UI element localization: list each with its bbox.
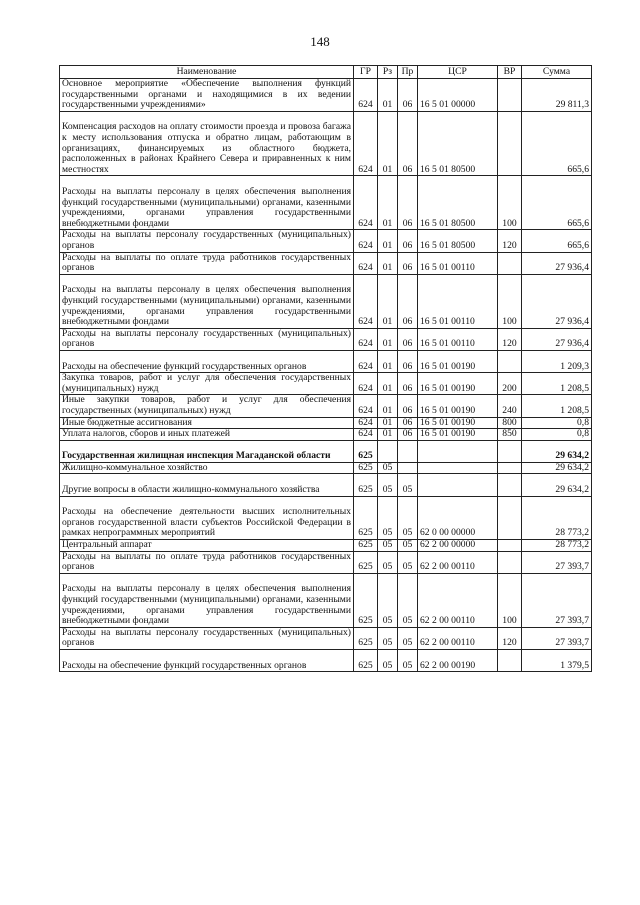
cell-vr: [498, 474, 522, 496]
table-row: [60, 252, 592, 274]
cell-gr: 624: [354, 230, 378, 252]
cell-csr: 16 5 01 00000: [418, 79, 498, 112]
table-row: [60, 650, 592, 672]
cell-csr: 16 5 01 00190: [418, 429, 498, 441]
table-row: [60, 230, 592, 252]
cell-gr: 625: [354, 650, 378, 672]
cell-rz: 01: [378, 79, 398, 112]
table-row: [60, 573, 592, 627]
cell-pr: 06: [398, 395, 418, 417]
cell-gr: 624: [354, 111, 378, 176]
cell-pr: 06: [398, 111, 418, 176]
cell-vr: [498, 350, 522, 372]
cell-sum: 28 773,2: [522, 496, 592, 539]
cell-pr: 06: [398, 176, 418, 230]
cell-pr: 06: [398, 417, 418, 429]
cell-gr: 624: [354, 328, 378, 350]
cell-sum: 27 393,7: [522, 551, 592, 573]
cell-sum: 0,8: [522, 429, 592, 441]
cell-vr: 100: [498, 176, 522, 230]
cell-csr: 16 5 01 00190: [418, 395, 498, 417]
header-vr: ВР: [498, 66, 522, 79]
cell-sum: 29 634,2: [522, 462, 592, 474]
cell-name: Расходы на обеспечение функций государственных органов: [60, 650, 354, 672]
cell-sum: 27 393,7: [522, 573, 592, 627]
table-row: [60, 328, 592, 350]
cell-rz: 01: [378, 328, 398, 350]
cell-csr: 16 5 01 00110: [418, 274, 498, 328]
cell-vr: [498, 252, 522, 274]
cell-vr: 100: [498, 274, 522, 328]
cell-pr: 05: [398, 474, 418, 496]
cell-rz: 01: [378, 274, 398, 328]
cell-rz: 05: [378, 462, 398, 474]
cell-vr: 120: [498, 627, 522, 649]
cell-vr: [498, 650, 522, 672]
cell-pr: 05: [398, 496, 418, 539]
table-row: [60, 496, 592, 539]
cell-name: Расходы на обеспечение деятельности высших исполнительных органов государственной власти субъектов Российской Федерации в рамках непрограммных мероприятий: [60, 496, 354, 539]
cell-sum: 1 209,3: [522, 350, 592, 372]
cell-sum: 29 634,2: [522, 474, 592, 496]
cell-gr: 624: [354, 429, 378, 441]
cell-gr: 624: [354, 79, 378, 112]
table-row: [60, 474, 592, 496]
cell-vr: 800: [498, 417, 522, 429]
cell-gr: 624: [354, 373, 378, 395]
cell-rz: 05: [378, 474, 398, 496]
cell-csr: 16 5 01 80500: [418, 111, 498, 176]
cell-vr: 100: [498, 573, 522, 627]
cell-name: Расходы на выплаты персоналу в целях обеспечения выполнения функций государственными (муниципальными) органами, казенными учреждениями, органами управления государственными внебюджетными фондами: [60, 274, 354, 328]
cell-pr: 05: [398, 650, 418, 672]
header-pr: Пр: [398, 66, 418, 79]
cell-sum: 1 208,5: [522, 373, 592, 395]
header-name: Наименование: [60, 66, 354, 79]
table-row: [60, 429, 592, 441]
cell-rz: 01: [378, 395, 398, 417]
table-row: [60, 462, 592, 474]
cell-gr: 625: [354, 462, 378, 474]
cell-sum: 0,8: [522, 417, 592, 429]
table-row: [60, 176, 592, 230]
header-csr: ЦСР: [418, 66, 498, 79]
cell-csr: 16 5 01 80500: [418, 230, 498, 252]
budget-table: [59, 65, 592, 672]
cell-pr: 05: [398, 573, 418, 627]
table-row: [60, 440, 592, 462]
cell-pr: 06: [398, 328, 418, 350]
cell-pr: 06: [398, 373, 418, 395]
cell-sum: 1 379,5: [522, 650, 592, 672]
cell-rz: 05: [378, 573, 398, 627]
cell-name: Расходы на выплаты персоналу в целях обеспечения выполнения функций государственными (муниципальными) органами, казенными учреждениями, органами управления государственными внебюджетными фондами: [60, 176, 354, 230]
table-row: [60, 417, 592, 429]
cell-rz: 05: [378, 650, 398, 672]
cell-name: Иные закупки товаров, работ и услуг для обеспечения государственных (муниципальных) нужд: [60, 395, 354, 417]
cell-vr: 850: [498, 429, 522, 441]
cell-gr: 624: [354, 252, 378, 274]
cell-vr: 200: [498, 373, 522, 395]
header-rz: Рз: [378, 66, 398, 79]
cell-sum: 27 936,4: [522, 252, 592, 274]
table-header-row: [60, 66, 592, 79]
cell-gr: 625: [354, 627, 378, 649]
cell-sum: 665,6: [522, 176, 592, 230]
cell-csr: 16 5 01 00110: [418, 328, 498, 350]
cell-csr: 62 2 00 00110: [418, 551, 498, 573]
table-row: [60, 373, 592, 395]
cell-rz: 01: [378, 429, 398, 441]
cell-name: Расходы на обеспечение функций государственных органов: [60, 350, 354, 372]
page-number: 148: [310, 34, 330, 49]
cell-name: Центральный аппарат: [60, 540, 354, 552]
cell-vr: [498, 79, 522, 112]
cell-pr: 06: [398, 429, 418, 441]
table-row: [60, 551, 592, 573]
cell-rz: 01: [378, 350, 398, 372]
cell-name: Расходы на выплаты персоналу государственных (муниципальных) органов: [60, 230, 354, 252]
cell-csr: [418, 440, 498, 462]
cell-name: Расходы на выплаты по оплате труда работников государственных органов: [60, 252, 354, 274]
cell-gr: 624: [354, 417, 378, 429]
table-row: [60, 395, 592, 417]
cell-pr: 06: [398, 230, 418, 252]
cell-vr: [498, 551, 522, 573]
cell-csr: 62 0 00 00000: [418, 496, 498, 539]
header-sum: Сумма: [522, 66, 592, 79]
cell-rz: [378, 440, 398, 462]
cell-csr: 16 5 01 80500: [418, 176, 498, 230]
cell-gr: 625: [354, 474, 378, 496]
cell-pr: 06: [398, 252, 418, 274]
cell-sum: 27 936,4: [522, 274, 592, 328]
table-row: [60, 540, 592, 552]
cell-pr: 05: [398, 540, 418, 552]
cell-csr: 16 5 01 00190: [418, 373, 498, 395]
cell-sum: 665,6: [522, 230, 592, 252]
cell-pr: 05: [398, 551, 418, 573]
cell-rz: 01: [378, 252, 398, 274]
cell-sum: 27 936,4: [522, 328, 592, 350]
cell-name: Другие вопросы в области жилищно-коммунального хозяйства: [60, 474, 354, 496]
cell-rz: 05: [378, 496, 398, 539]
cell-vr: [498, 496, 522, 539]
cell-vr: [498, 440, 522, 462]
cell-csr: 16 5 01 00110: [418, 252, 498, 274]
cell-csr: 62 2 00 00000: [418, 540, 498, 552]
cell-pr: [398, 462, 418, 474]
cell-vr: [498, 111, 522, 176]
cell-vr: 240: [498, 395, 522, 417]
table-row: [60, 627, 592, 649]
cell-vr: 120: [498, 328, 522, 350]
cell-sum: 29 634,2: [522, 440, 592, 462]
table-row: [60, 274, 592, 328]
cell-csr: 62 2 00 00110: [418, 627, 498, 649]
cell-name: Расходы на выплаты персоналу государственных (муниципальных) органов: [60, 627, 354, 649]
cell-gr: 624: [354, 395, 378, 417]
cell-rz: 01: [378, 373, 398, 395]
cell-sum: 1 208,5: [522, 395, 592, 417]
cell-gr: 624: [354, 274, 378, 328]
cell-name: Основное мероприятие «Обеспечение выполнения функций государственными органами и находящимися в их ведении государственными учреждениями»: [60, 79, 354, 112]
cell-csr: 62 2 00 00110: [418, 573, 498, 627]
cell-name: Жилищно-коммунальное хозяйство: [60, 462, 354, 474]
cell-sum: 665,6: [522, 111, 592, 176]
cell-vr: 120: [498, 230, 522, 252]
cell-csr: [418, 462, 498, 474]
cell-rz: 01: [378, 417, 398, 429]
cell-csr: 16 5 01 00190: [418, 350, 498, 372]
cell-rz: 05: [378, 540, 398, 552]
cell-rz: 05: [378, 551, 398, 573]
cell-name: Расходы на выплаты персоналу государственных (муниципальных) органов: [60, 328, 354, 350]
cell-gr: 625: [354, 573, 378, 627]
header-gr: ГР: [354, 66, 378, 79]
cell-gr: 624: [354, 350, 378, 372]
cell-pr: 05: [398, 627, 418, 649]
table-row: [60, 350, 592, 372]
cell-name: Закупка товаров, работ и услуг для обеспечения государственных (муниципальных) нужд: [60, 373, 354, 395]
cell-rz: 01: [378, 230, 398, 252]
cell-name: Государственная жилищная инспекция Магаданской области: [60, 440, 354, 462]
cell-csr: 62 2 00 00190: [418, 650, 498, 672]
cell-csr: [418, 474, 498, 496]
cell-name: Уплата налогов, сборов и иных платежей: [60, 429, 354, 441]
cell-sum: 27 393,7: [522, 627, 592, 649]
cell-pr: 06: [398, 274, 418, 328]
table-row: [60, 79, 592, 112]
cell-pr: 06: [398, 350, 418, 372]
cell-gr: 625: [354, 540, 378, 552]
cell-rz: 01: [378, 111, 398, 176]
cell-name: Иные бюджетные ассигнования: [60, 417, 354, 429]
cell-gr: 625: [354, 496, 378, 539]
cell-rz: 05: [378, 627, 398, 649]
cell-rz: 01: [378, 176, 398, 230]
cell-gr: 625: [354, 440, 378, 462]
cell-gr: 625: [354, 551, 378, 573]
cell-gr: 624: [354, 176, 378, 230]
table-row: [60, 111, 592, 176]
cell-vr: [498, 462, 522, 474]
cell-sum: 29 811,3: [522, 79, 592, 112]
cell-csr: 16 5 01 00190: [418, 417, 498, 429]
cell-sum: 28 773,2: [522, 540, 592, 552]
cell-name: Расходы на выплаты персоналу в целях обеспечения выполнения функций государственными (муниципальными) органами, казенными учреждениями, органами управления государственными внебюджетными фондами: [60, 573, 354, 627]
cell-name: Расходы на выплаты по оплате труда работников государственных органов: [60, 551, 354, 573]
cell-vr: [498, 540, 522, 552]
cell-name: Компенсация расходов на оплату стоимости проезда и провоза багажа к месту использования отпуска и обратно лицам, работающим в организациях, финансируемых из областного бюджета, расположенных в районах Крайнего Севера и приравненных к ним местностях: [60, 111, 354, 176]
cell-pr: [398, 440, 418, 462]
cell-pr: 06: [398, 79, 418, 112]
